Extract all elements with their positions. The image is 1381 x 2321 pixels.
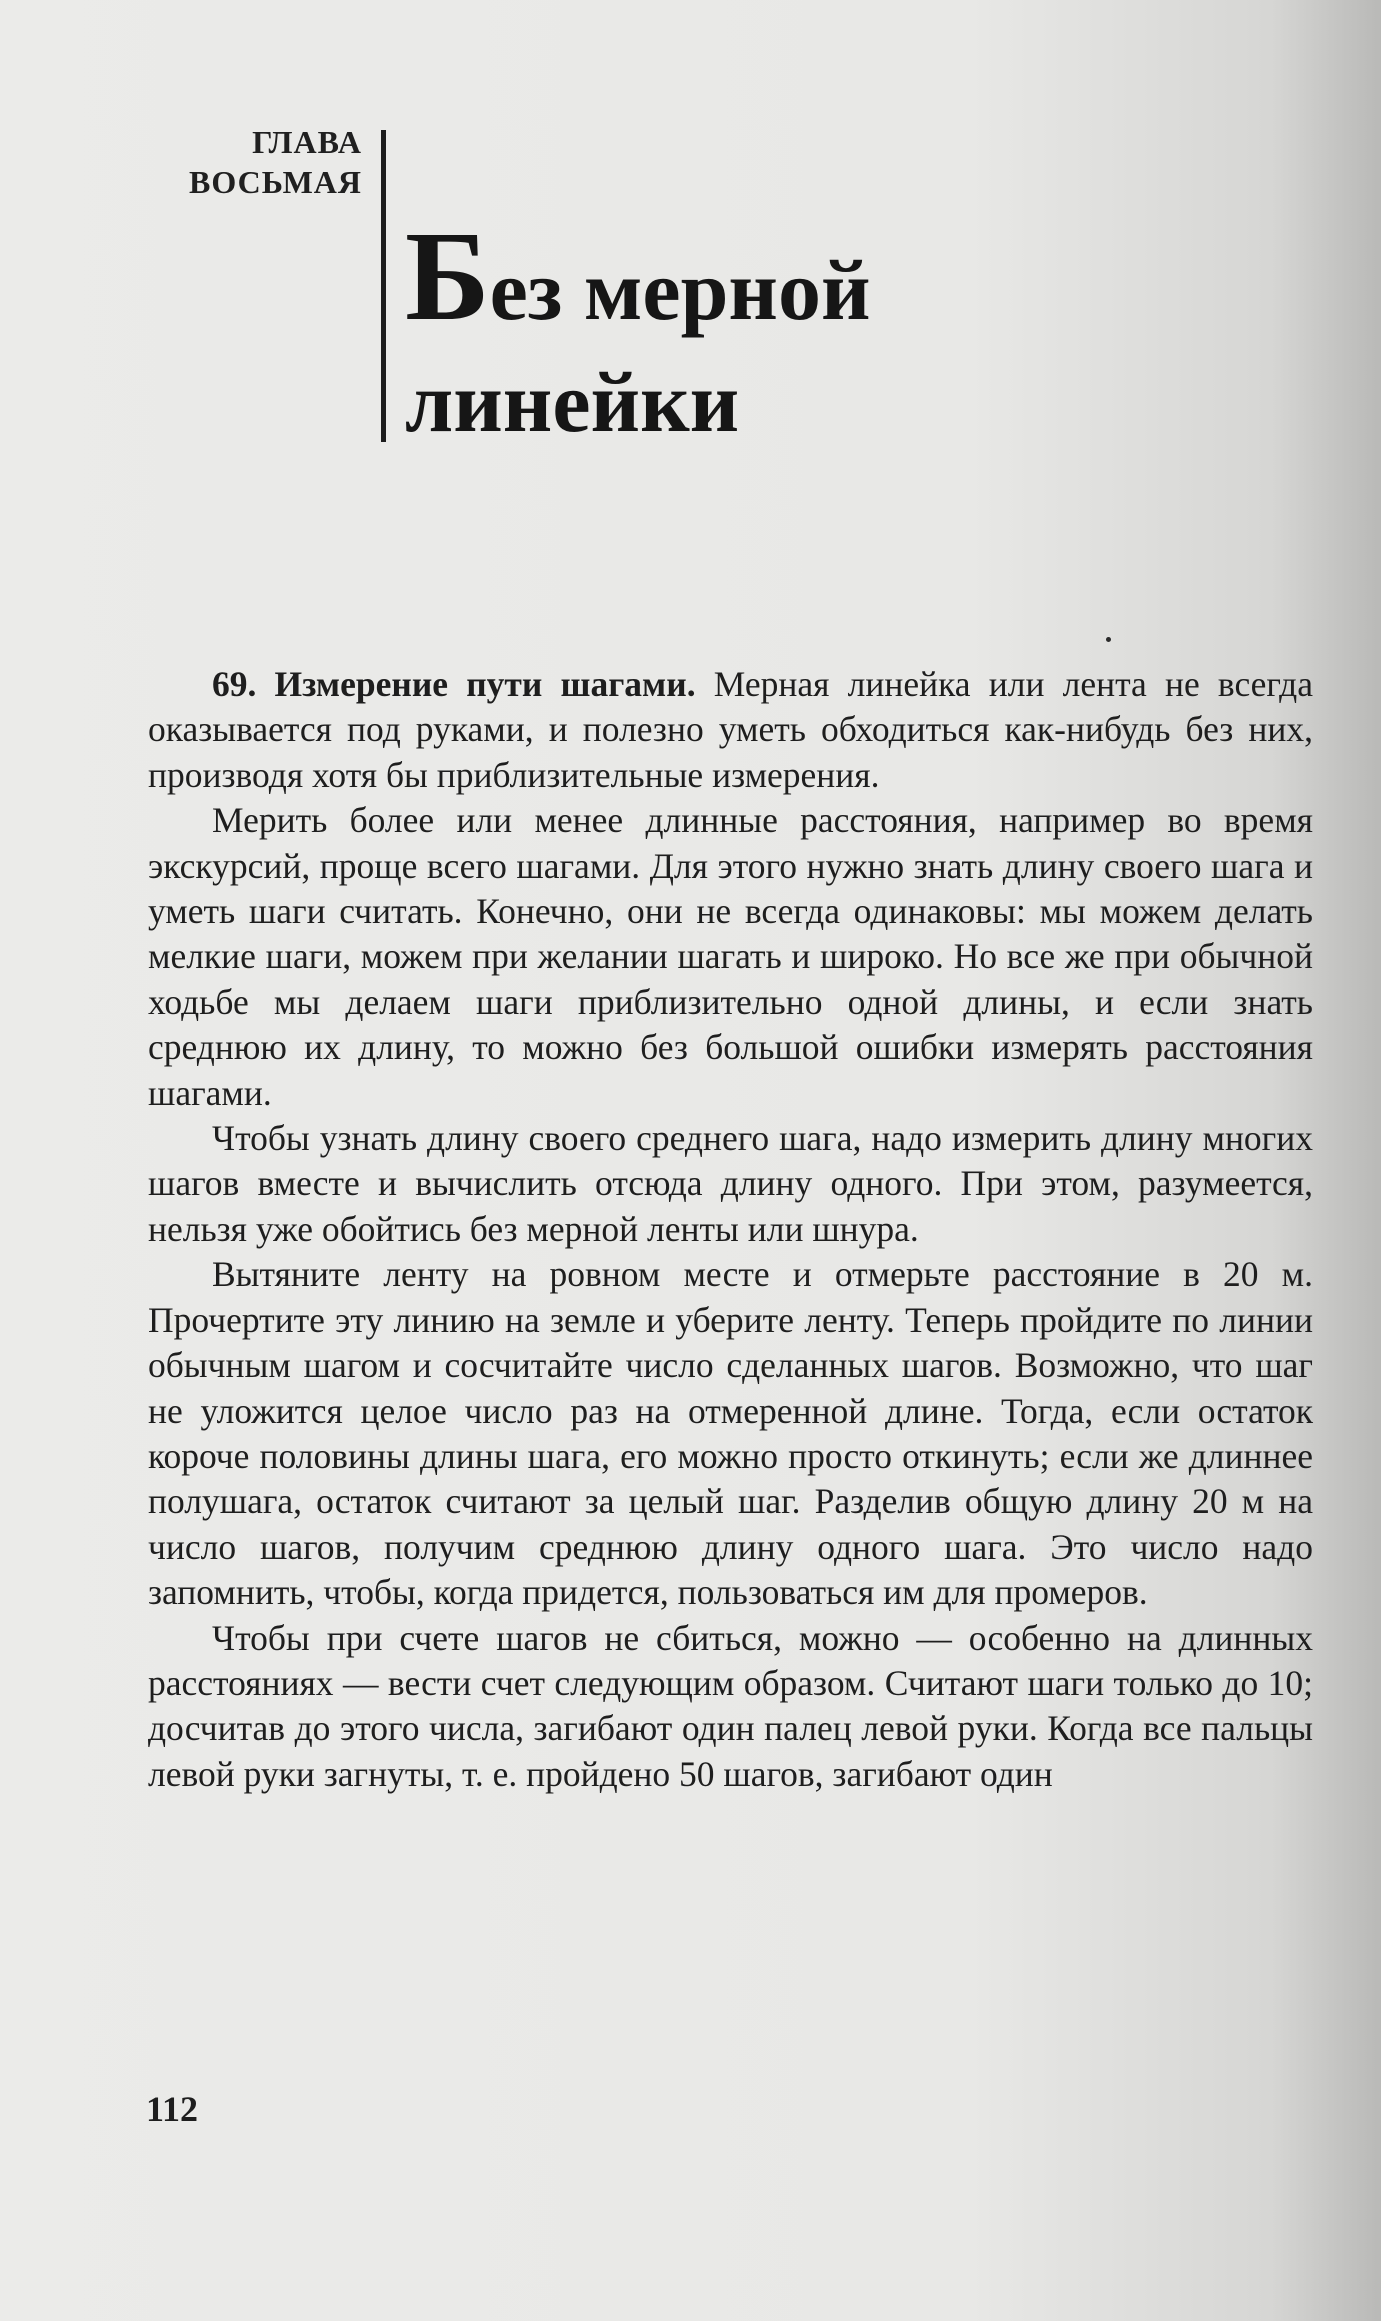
chapter-label-line2: ВОСЬМАЯ <box>188 164 362 200</box>
body-text <box>148 662 1313 1797</box>
paragraph-2: Мерить более или менее длинные расстояния, например во время экскурсий, проще всего шагами. Для этого нужно знать длину своего шага и уметь шаги считать. Конечно, они не всегда одинаковы: мы можем делать мелкие шаги, можем при желании шагать и широко. Но все же при обычной ходьбе мы делаем шаги приблизительно одной длины, и если знать среднюю их длину, то можно без большой ошибки измерять расстояния шагами. <box>148 800 1313 1113</box>
chapter-title <box>405 205 1105 458</box>
section-heading: 69. Измерение пути шагами. <box>212 664 696 704</box>
chapter-title-line2: линейки <box>405 354 740 450</box>
paragraph-5: Чтобы при счете шагов не сбиться, можно — особенно на длинных расстояниях — вести счет следующим образом. Считают шаги только до 10; досчитав до этого числа, загибают один палец левой руки. Когда все пальцы левой руки загнуты, т. е. пройдено 50 шагов, загибают один <box>148 1617 1313 1794</box>
chapter-label-line1: ГЛАВА <box>252 124 362 160</box>
chapter-divider-rule <box>381 130 386 442</box>
paragraph-3: Чтобы узнать длину своего среднего шага, надо измерить длину многих шагов вместе и вычислить отсюда длину одного. При этом, разумеется, нельзя уже обойтись без мерной ленты или шнура. <box>148 1118 1313 1249</box>
chapter-label <box>150 122 362 202</box>
print-speck <box>1106 637 1111 642</box>
paragraph-1 <box>148 662 1313 798</box>
chapter-title-line1: Без мерной <box>405 205 871 347</box>
paragraph-1-text: Мерная линейка или лента не всегда оказывается под руками, и полезно уметь обходиться как-нибудь без них, производя хотя бы приблизительные измерения. <box>148 664 1314 795</box>
page-number: 112 <box>146 2089 199 2129</box>
paragraph-4: Вытяните ленту на ровном месте и отмерьте расстояние в 20 м. Прочертите эту линию на земле и уберите ленту. Теперь пройдите по линии обычным шагом и сосчитайте число сделанных шагов. Возможно, что шаг не уложится целое число раз на отмеренной длине. Тогда, если остаток короче половины длины шага, его можно просто откинуть; если же длиннее полушага, остаток считают за целый шаг. Разделив общую длину 20 м на число шагов, получим среднюю длину одного шага. Это число надо запомнить, чтобы, когда придется, пользоваться им для промеров. <box>148 1254 1313 1613</box>
